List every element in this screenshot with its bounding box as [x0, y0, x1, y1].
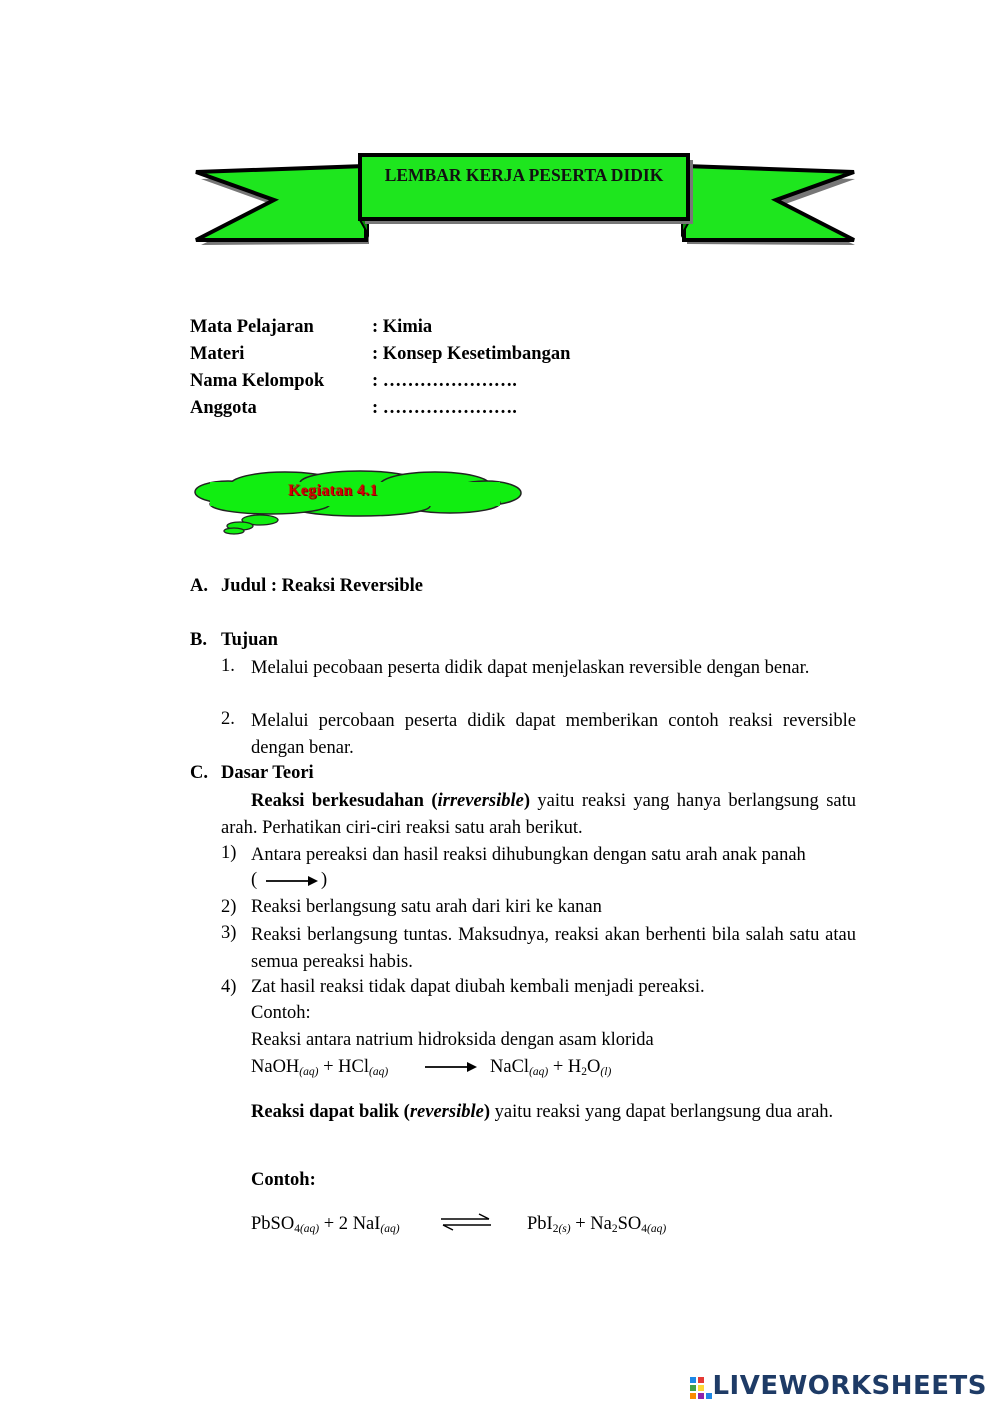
- reversible-term-close: ): [483, 1102, 490, 1122]
- goal-text: Melalui pecobaan peserta didik dapat menjelaskan reversible dengan benar.: [251, 658, 810, 678]
- info-row-subject: [190, 314, 570, 341]
- example-label: Contoh:: [251, 1003, 311, 1023]
- irreversible-desc: yaitu reaksi yang hanya berlangsung satu arah. Perhatikan ciri-ciri reaksi satu arah berikut.: [221, 791, 856, 838]
- irreversible-term-italic: irreversible: [437, 791, 524, 811]
- equation-2-reactants: $PbSO4_{(aq)} + 2$ NaI$_{(aq)}$: [251, 1214, 400, 1235]
- liveworksheets-logo-icon: [690, 1377, 712, 1399]
- point-text: Reaksi berlangsung tuntas. Maksudnya, reaksi akan berhenti bila salah satu atau semua pereaksi habis.: [251, 925, 856, 972]
- goal-number: 1.: [221, 656, 235, 676]
- section-c-letter: C.: [190, 763, 208, 783]
- info-label: Mata Pelajaran: [190, 317, 314, 337]
- info-label: Anggota: [190, 398, 257, 418]
- goal-text: Melalui percobaan peserta didik dapat memberikan contoh reaksi reversible dengan benar.: [251, 711, 856, 758]
- section-b-title: Tujuan: [221, 630, 278, 650]
- goal-number: 2.: [221, 709, 235, 729]
- info-value: : Konsep Kesetimbangan: [372, 344, 571, 364]
- point-number: 2): [221, 897, 237, 917]
- single-arrow-icon: [423, 1060, 479, 1074]
- liveworksheets-brand[interactable]: LIVEWORKSHEETS: [712, 1371, 987, 1401]
- example-description: Reaksi antara natrium hidroksida dengan asam klorida: [251, 1030, 654, 1050]
- equation-1-reactants: NaOH$_{(aq)}$ + HCl$_{(aq)}$: [251, 1057, 389, 1078]
- arrow-paren-open: (: [251, 870, 258, 890]
- section-b-letter: B.: [190, 630, 207, 650]
- info-label: Nama Kelompok: [190, 371, 325, 391]
- equilibrium-arrow-icon: [439, 1212, 495, 1232]
- info-value[interactable]: : ………………….: [372, 371, 517, 391]
- equation-2-products: $PbI2_{(s)} + Na2SO4_{(aq)}$: [527, 1214, 667, 1235]
- section-a-letter: A.: [190, 576, 208, 596]
- info-value: : Kimia: [372, 317, 433, 337]
- reversible-desc: yaitu reaksi yang dapat berlangsung dua arah.: [490, 1102, 834, 1122]
- arrow-paren-close: ): [321, 870, 328, 890]
- info-row-members: [190, 395, 570, 422]
- info-row-material: [190, 341, 570, 368]
- worksheet-title: LEMBAR KERJA PESERTA DIDIK: [384, 165, 664, 185]
- reversible-definition: [226, 1099, 856, 1126]
- point-number: 4): [221, 977, 237, 997]
- reversible-term: Reaksi dapat balik (: [251, 1102, 410, 1122]
- section-a-title: Judul : Reaksi Reversible: [221, 576, 423, 596]
- info-table: [190, 314, 570, 422]
- point-number: 1): [221, 843, 237, 863]
- activity-cloud: [190, 470, 530, 540]
- point-text: Antara pereaksi dan hasil reaksi dihubungkan dengan satu arah anak panah: [251, 845, 806, 865]
- irreversible-definition: [221, 788, 856, 841]
- section-c-title: Dasar Teori: [221, 763, 314, 783]
- activity-label: Kegiatan 4.1: [288, 482, 378, 499]
- point-text: Reaksi berlangsung satu arah dari kiri ke kanan: [251, 897, 602, 917]
- irreversible-term: Reaksi berkesudahan (: [251, 791, 438, 811]
- point-text: Zat hasil reaksi tidak dapat diubah kembali menjadi pereaksi.: [251, 977, 705, 997]
- equation-1-products: NaCl$_{(aq)}$ + $H2O_{(l)}$: [490, 1057, 612, 1078]
- info-row-group: [190, 368, 570, 395]
- single-arrow-icon: [264, 874, 320, 888]
- reversible-term-italic: reversible: [409, 1102, 484, 1122]
- info-value[interactable]: : ………………….: [372, 398, 517, 418]
- info-label: Materi: [190, 344, 245, 364]
- example-2-label: Contoh:: [251, 1170, 316, 1190]
- irreversible-term-close: ): [523, 791, 530, 811]
- point-number: 3): [221, 923, 237, 943]
